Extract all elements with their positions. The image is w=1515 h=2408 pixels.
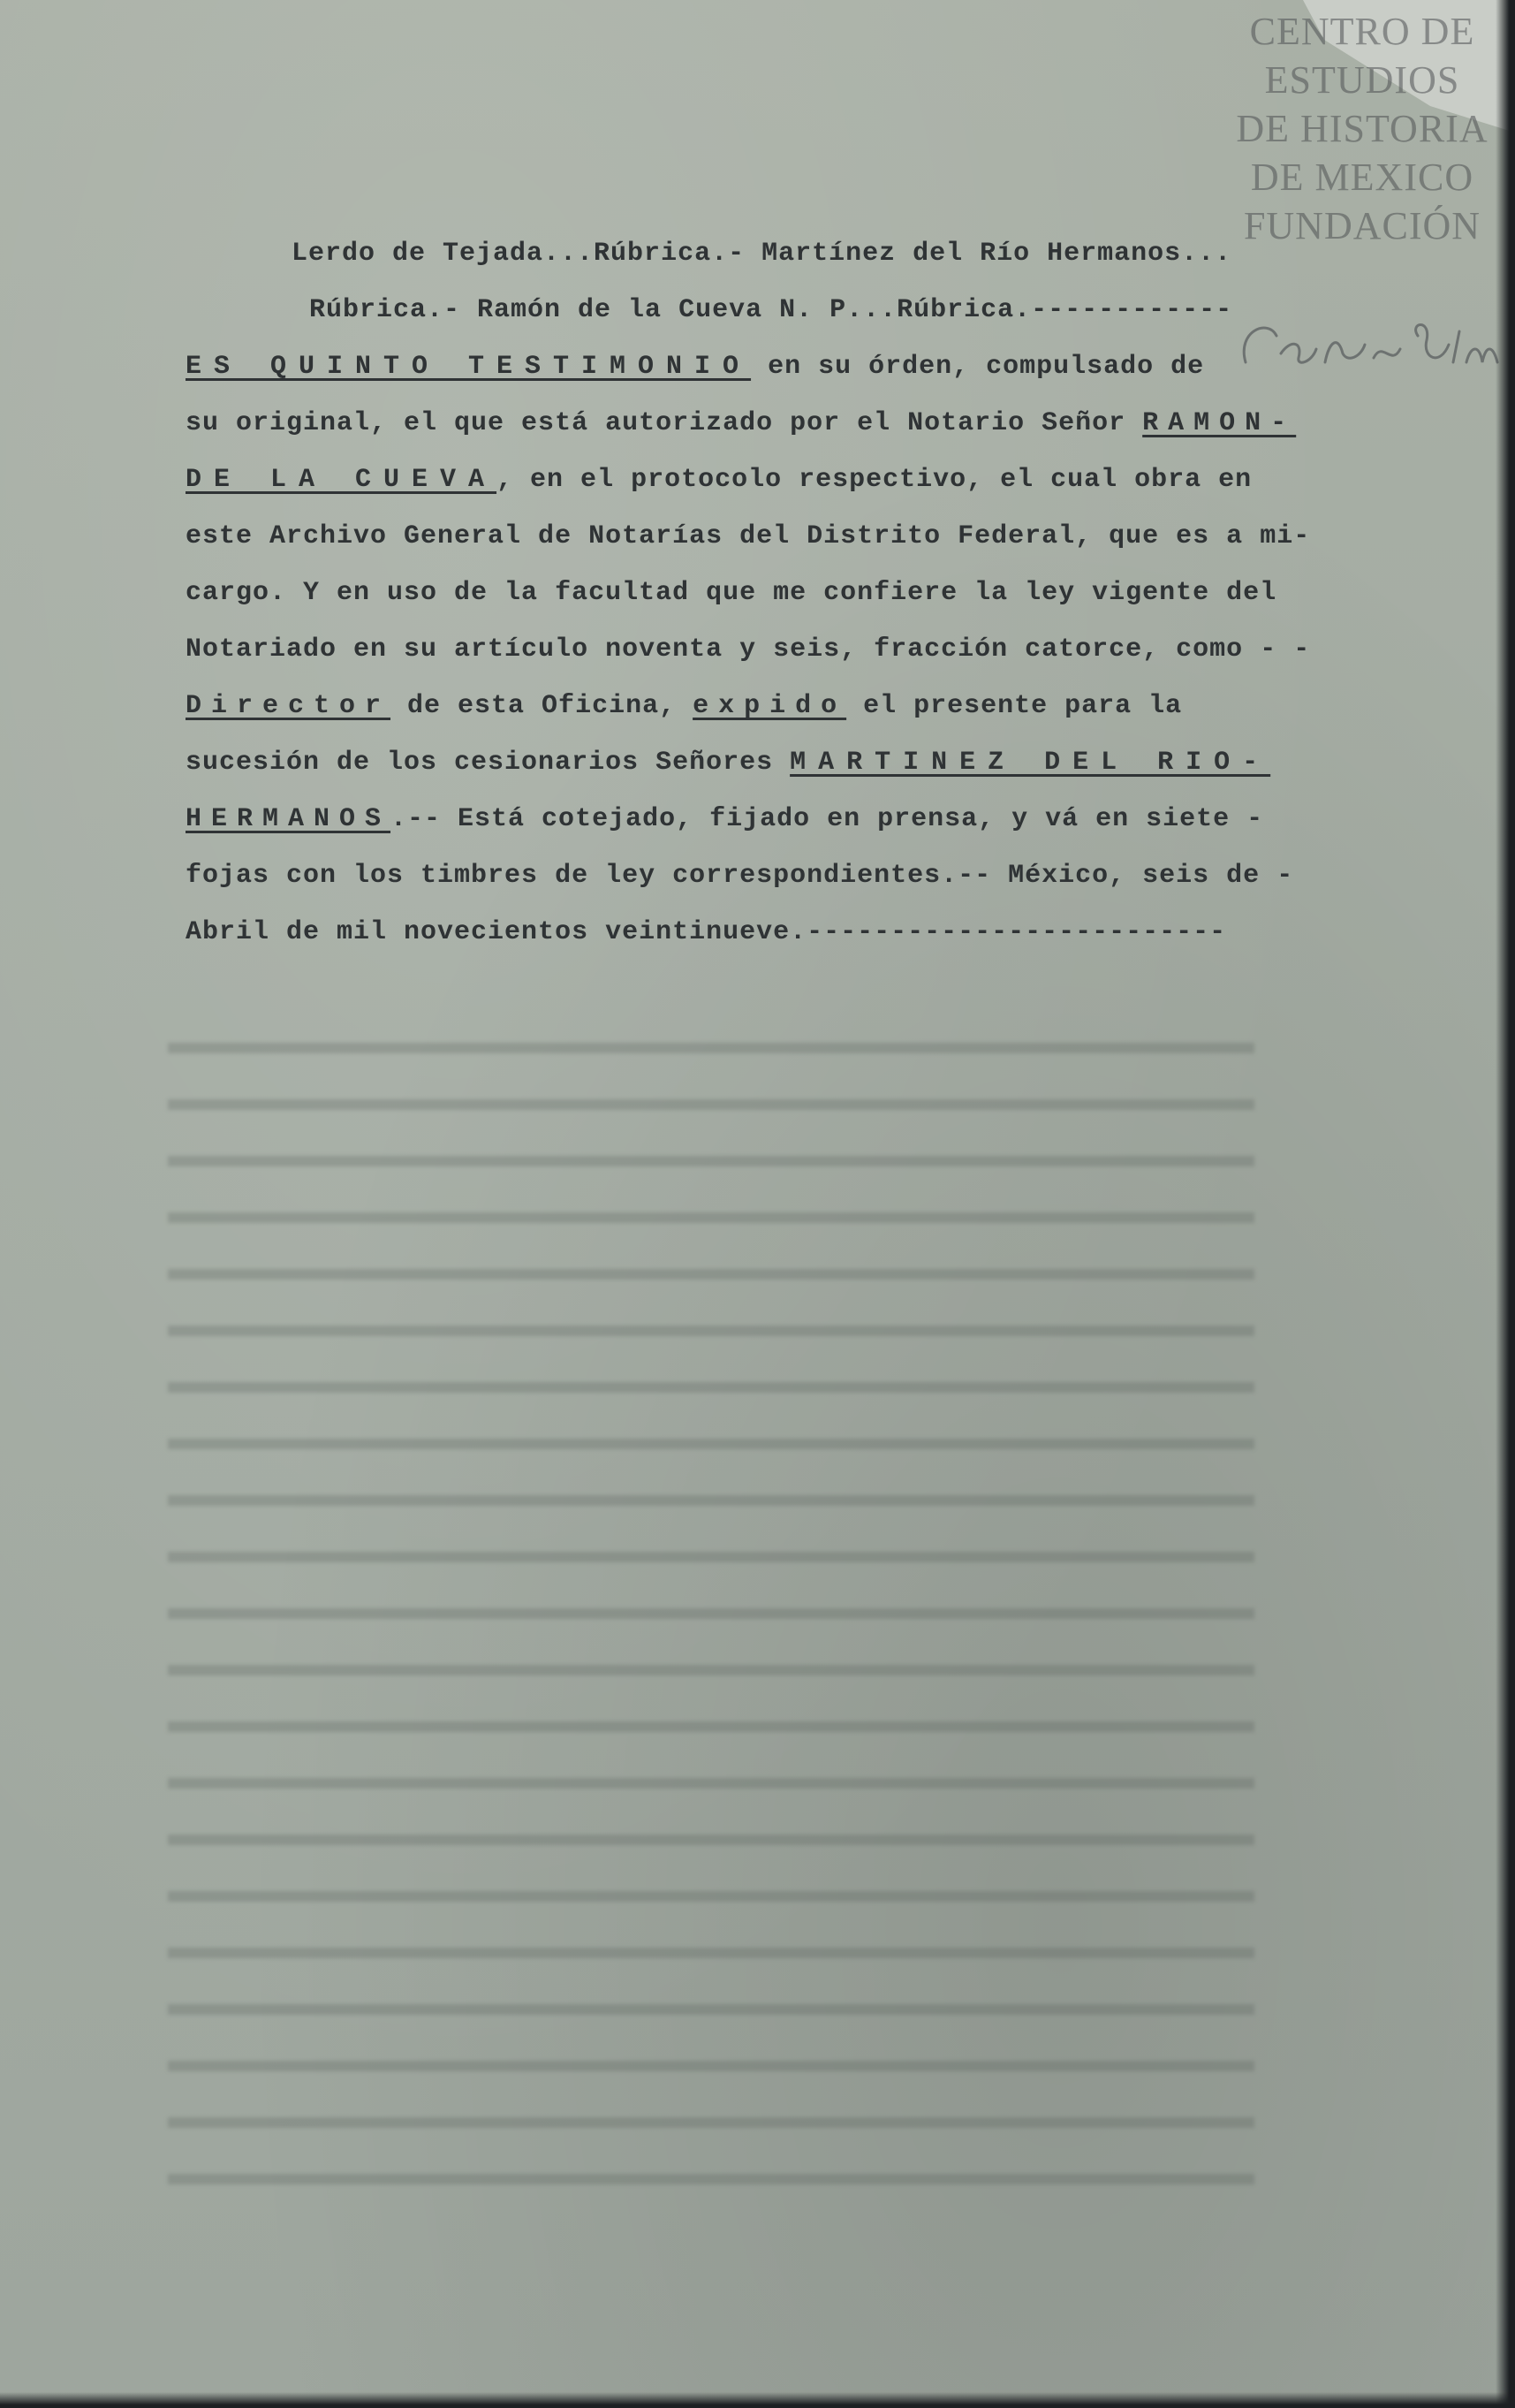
underlined-word: expido (693, 691, 847, 721)
text-line-7 (186, 578, 1276, 608)
text-line-content: en su órden, compulsado de (751, 352, 1205, 382)
page-edge-shadow (1496, 0, 1515, 2408)
text-line-content: fojas con los timbres de ley correspondientes.-- México, seis de - (186, 861, 1294, 891)
text-line-content: de esta Oficina, (390, 691, 693, 721)
text-line-content: Rúbrica.- Ramón de la Cueva N. P...Rúbrica.------------ (309, 295, 1233, 325)
text-line-1 (292, 239, 1231, 269)
underlined-name: DE LA CUEVA (186, 465, 497, 495)
archive-watermark-stamp (1212, 7, 1512, 250)
text-line-6 (186, 521, 1310, 551)
bleed-through-text (168, 1007, 1254, 2200)
stamp-line: CENTRO DE (1249, 10, 1475, 53)
text-line-content: su original, el que está autorizado por el Notario Señor (186, 408, 1143, 438)
handwritten-signature (1228, 314, 1511, 393)
text-line-2 (309, 295, 1232, 325)
underlined-word: Director (186, 691, 391, 721)
text-line-content: Notariado en su artículo noventa y seis, fracción catorce, como - - (186, 634, 1311, 665)
text-line-9 (186, 691, 1182, 721)
stamp-line: FUNDACIÓN (1243, 204, 1481, 247)
text-line-content: sucesión de los cesionarios Señores (186, 748, 791, 778)
underlined-heading: ES QUINTO TESTIMONIO (186, 352, 752, 382)
text-line-content: este Archivo General de Notarías del Distrito Federal, que es a mi- (186, 521, 1311, 551)
text-line-11 (186, 804, 1263, 834)
text-line-content: Lerdo de Tejada...Rúbrica.- Martínez del Río Hermanos... (292, 239, 1232, 269)
text-line-13 (186, 917, 1226, 947)
text-line-12 (186, 861, 1293, 891)
text-line-content: Abril de mil novecientos veintinueve.------------------------- (186, 917, 1227, 947)
text-line-10 (186, 748, 1270, 778)
underlined-name: RAMON- (1142, 408, 1297, 438)
text-line-5 (186, 465, 1252, 495)
stamp-line: DE MEXICO (1250, 156, 1474, 199)
text-line-content: el presente para la (846, 691, 1183, 721)
stamp-line: ESTUDIOS (1264, 58, 1460, 102)
text-line-content: , en el protocolo respectivo, el cual obra en (496, 465, 1253, 495)
text-line-4 (186, 408, 1296, 438)
stamp-line: DE HISTORIA (1236, 107, 1488, 150)
text-line-content: .-- Está cotejado, fijado en prensa, y vá en siete - (390, 804, 1264, 834)
text-line-3 (186, 352, 1204, 382)
underlined-name: HERMANOS (186, 804, 391, 834)
underlined-name: MARTINEZ DEL RIO- (790, 748, 1271, 778)
text-line-content: cargo. Y en uso de la facultad que me confiere la ley vigente del (186, 578, 1277, 608)
text-line-8 (186, 634, 1310, 665)
page-edge-shadow (0, 2392, 1515, 2408)
